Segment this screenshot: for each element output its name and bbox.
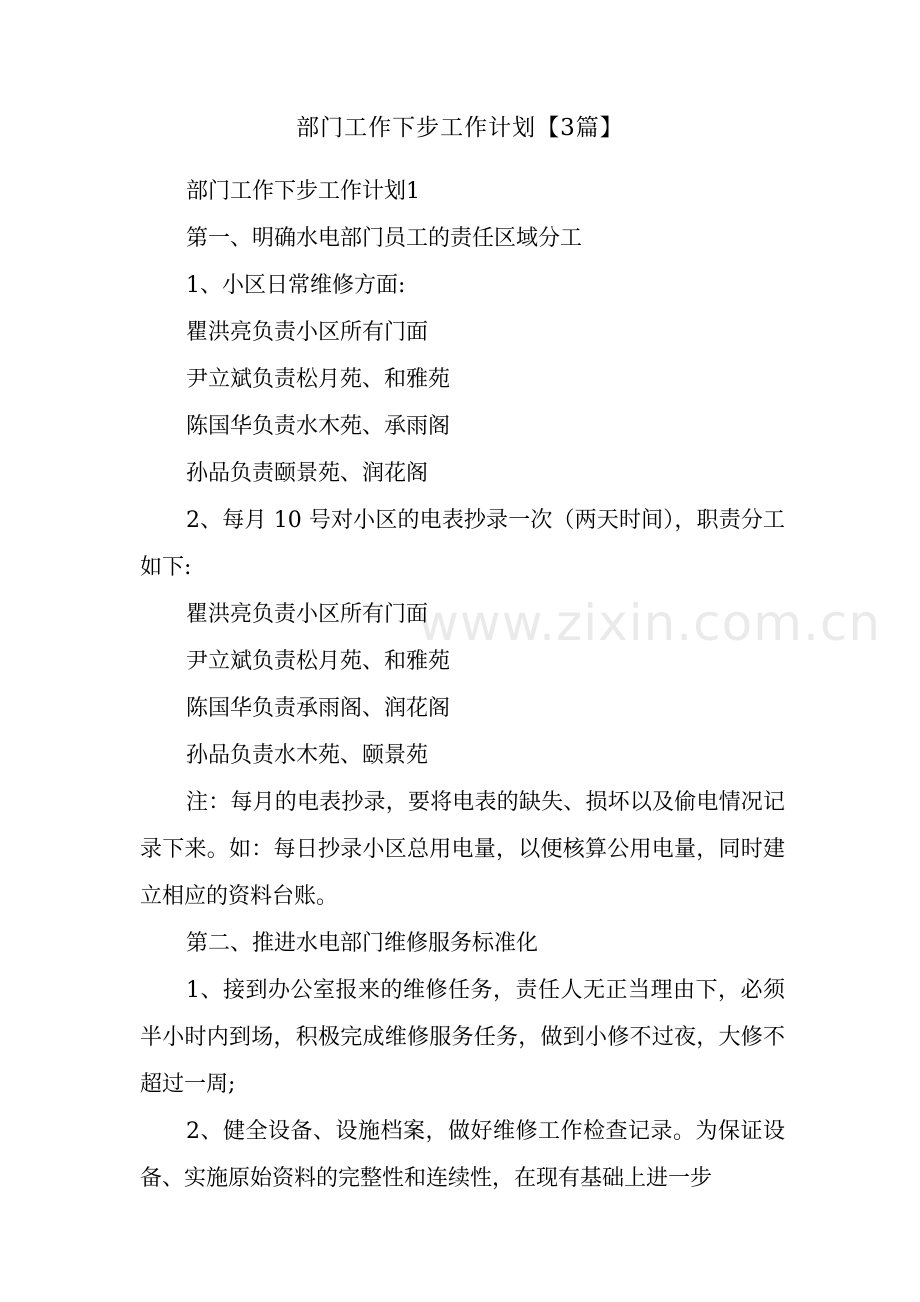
assignment-line: 孙品负责水木苑、颐景苑: [186, 743, 429, 768]
document-title: 部门工作下步工作计划【3篇】: [296, 115, 624, 141]
list-item-heading: 2、每月 10 号对小区的电表抄录一次（两天时间），职责分工如下:: [140, 508, 785, 580]
body-paragraph: 1、接到办公室报来的维修任务，责任人无正当理由下，必须半小时内到场，积极完成维修服务任务，做到小修不过夜，大修不超过一周;: [140, 978, 785, 1097]
subsection-heading: 第一、明确水电部门员工的责任区域分工: [186, 226, 583, 251]
document-body: [140, 168, 785, 1202]
section-heading: 部门工作下步工作计划1: [186, 179, 420, 204]
assignment-line: 陈国华负责水木苑、承雨阁: [186, 414, 451, 439]
assignment-line: 尹立斌负责松月苑、和雅苑: [186, 649, 451, 674]
assignment-line: 瞿洪亮负责小区所有门面: [186, 320, 429, 345]
body-paragraph: 2、健全设备、设施档案，做好维修工作检查记录。为保证设备、实施原始资料的完整性和连续性，在现有基础上进一步: [140, 1119, 785, 1191]
assignment-line: 瞿洪亮负责小区所有门面: [186, 602, 429, 627]
list-item-heading: 1、小区日常维修方面:: [186, 273, 406, 298]
watermark-text: www.zixin.com.cn: [418, 594, 882, 652]
subsection-heading: 第二、推进水电部门维修服务标准化: [186, 931, 539, 956]
note-paragraph: 注：每月的电表抄录，要将电表的缺失、损坏以及偷电情况记录下来。如：每日抄录小区总用电量，以便核算公用电量，同时建立相应的资料台账。: [140, 790, 785, 909]
assignment-line: 孙品负责颐景苑、润花阁: [186, 461, 429, 486]
assignment-line: 陈国华负责承雨阁、润花阁: [186, 696, 451, 721]
assignment-line: 尹立斌负责松月苑、和雅苑: [186, 367, 451, 392]
